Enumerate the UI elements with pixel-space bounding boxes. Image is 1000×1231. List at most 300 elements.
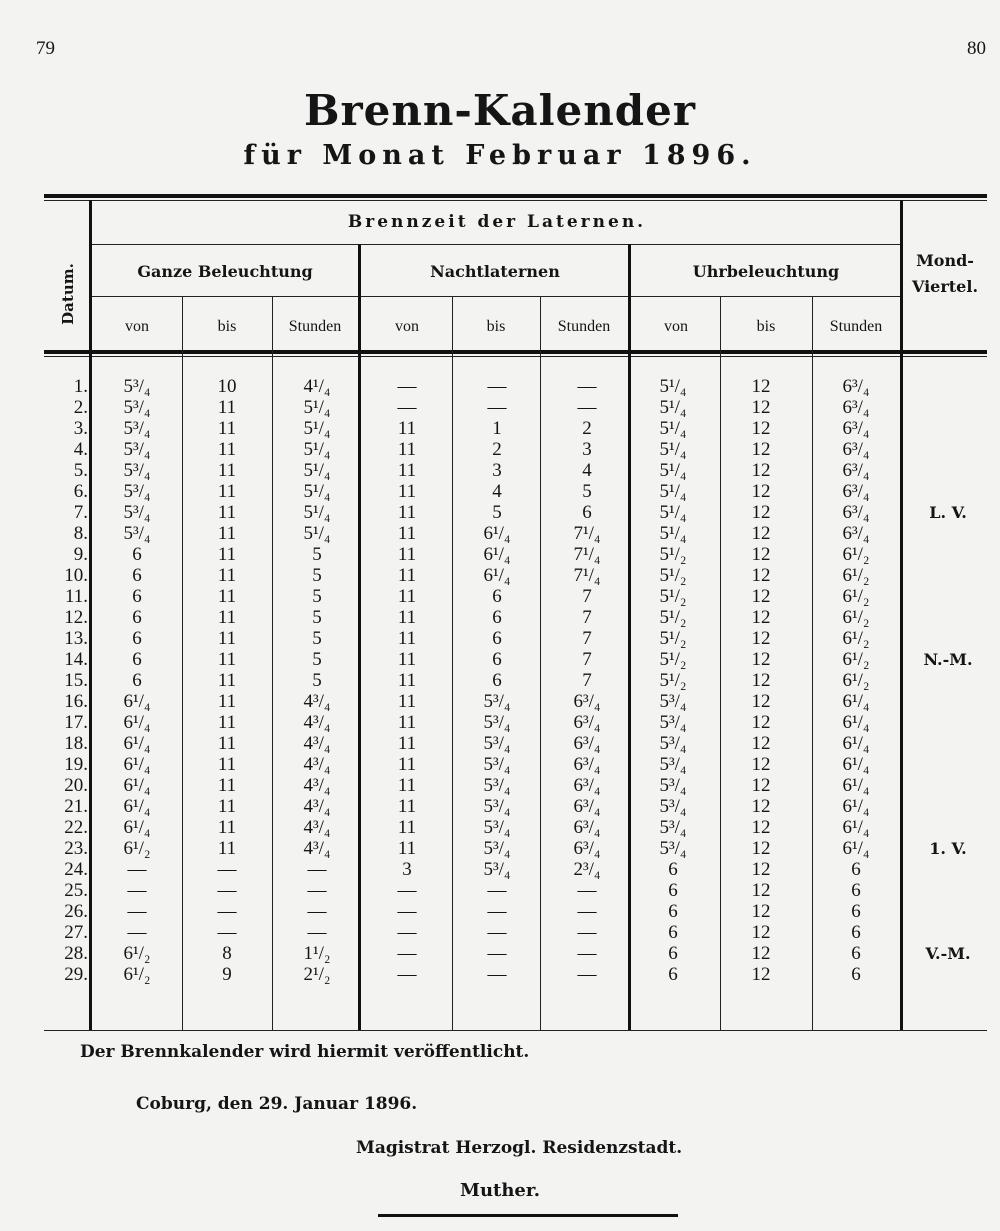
table-row [36,754,986,775]
ganze-von-cell: 6¹/₄ [123,691,151,712]
subheader-von: von [125,318,149,335]
table-top-rule [44,194,987,198]
uhr-von-cell: 6 [668,964,678,985]
table-row [36,586,986,607]
nacht-von-cell: 11 [397,565,417,586]
nacht-stunden-cell: 3 [582,439,592,460]
date-cell: 19. [64,754,88,775]
ganze-stunden-cell: 4³/₄ [303,712,331,733]
uhr-bis-cell: 12 [751,691,771,712]
nacht-stunden-cell: 6³/₄ [573,691,601,712]
nacht-stunden-cell: 7¹/₄ [573,523,601,544]
table-row [36,649,986,670]
uhr-stunden-cell: 6³/₄ [842,418,870,439]
uhr-stunden-cell: 6¹/₂ [842,649,870,670]
table-row [36,922,986,943]
uhr-bis-cell: 12 [751,418,771,439]
ganze-von-cell: 6¹/₂ [123,964,151,985]
ganze-stunden-cell: 4³/₄ [303,817,331,838]
ganze-bis-cell: 11 [217,523,237,544]
uhr-bis-cell: 12 [751,523,771,544]
nacht-von-cell: 11 [397,796,417,817]
ganze-stunden-cell: 5¹/₄ [303,397,331,418]
nacht-stunden-cell: — [577,964,597,985]
ganze-stunden-cell: 1¹/₂ [303,943,331,964]
ganze-stunden-cell: 5 [312,607,322,628]
table-row [36,775,986,796]
nacht-von-cell: 11 [397,586,417,607]
uhr-stunden-cell: 6¹/₂ [842,544,870,565]
date-cell: 15. [64,670,88,691]
nacht-von-cell: 11 [397,712,417,733]
ganze-bis-cell: — [217,922,237,943]
nacht-stunden-cell: 2 [582,418,592,439]
table-row [36,502,986,523]
nacht-stunden-cell: 6³/₄ [573,775,601,796]
ganze-stunden-cell: 5 [312,565,322,586]
uhr-von-cell: 5³/₄ [659,775,687,796]
date-cell: 26. [64,901,88,922]
uhr-bis-cell: 12 [751,943,771,964]
date-cell: 24. [64,859,88,880]
ganze-stunden-cell: — [307,880,327,901]
nacht-von-cell: 11 [397,502,417,523]
ganze-von-cell: 6 [132,544,142,565]
nacht-bis-cell: 6¹/₄ [483,544,511,565]
ganze-stunden-cell: — [307,922,327,943]
date-cell: 28. [64,943,88,964]
nacht-von-cell: — [397,880,417,901]
table-row [36,607,986,628]
date-cell: 1. [73,376,88,397]
header-bottom-rule-thin [44,356,987,357]
uhr-bis-cell: 12 [751,565,771,586]
ganze-bis-cell: 11 [217,670,237,691]
brennzeit-header: Brennzeit der Laternen. [347,212,647,232]
ganze-bis-cell: 11 [217,439,237,460]
uhr-bis-cell: 12 [751,964,771,985]
nacht-stunden-cell: 6³/₄ [573,817,601,838]
table-row [36,397,986,418]
table-row [36,964,986,985]
uhr-bis-cell: 12 [751,901,771,922]
uhr-stunden-cell: 6 [851,964,861,985]
uhr-stunden-cell: 6 [851,859,861,880]
issuing-authority: Magistrat Herzogl. Residenzstadt. [356,1138,683,1158]
nacht-bis-cell: 5³/₄ [483,733,511,754]
uhr-bis-cell: 12 [751,880,771,901]
datum-header: Datum. [59,263,77,325]
uhr-stunden-cell: 6³/₄ [842,439,870,460]
ganze-bis-cell: — [217,880,237,901]
uhr-von-cell: 5³/₄ [659,838,687,859]
ganze-bis-cell: 8 [222,943,232,964]
nacht-von-cell: 11 [397,544,417,565]
table-row [36,376,986,397]
nacht-stunden-cell: — [577,922,597,943]
uhr-bis-cell: 12 [751,649,771,670]
ganze-von-cell: 6¹/₄ [123,712,151,733]
nacht-bis-cell: 5³/₄ [483,754,511,775]
uhr-stunden-cell: 6 [851,922,861,943]
uhr-von-cell: 5¹/₄ [659,439,687,460]
nacht-stunden-cell: 7 [582,628,592,649]
ganze-von-cell: 5³/₄ [123,376,151,397]
uhr-von-cell: 5¹/₂ [659,670,687,691]
nachtlaternen-header: Nachtlaternen [430,262,560,281]
ganze-beleuchtung-header: Ganze Beleuchtung [137,262,313,281]
ganze-stunden-cell: 4³/₄ [303,775,331,796]
uhr-von-cell: 5¹/₂ [659,607,687,628]
table-row [36,628,986,649]
date-cell: 20. [64,775,88,796]
nacht-bis-cell: 5³/₄ [483,691,511,712]
date-cell: 8. [73,523,88,544]
uhr-von-cell: 5¹/₄ [659,397,687,418]
nacht-bis-cell: — [487,880,507,901]
table-row [36,565,986,586]
ganze-bis-cell: 11 [217,796,237,817]
uhr-von-cell: 5¹/₂ [659,586,687,607]
ganze-von-cell: 6¹/₄ [123,817,151,838]
uhr-stunden-cell: 6³/₄ [842,376,870,397]
date-cell: 27. [64,922,88,943]
ganze-von-cell: 5³/₄ [123,502,151,523]
nacht-stunden-cell: 6³/₄ [573,733,601,754]
ganze-bis-cell: 11 [217,712,237,733]
ganze-stunden-cell: 5¹/₄ [303,502,331,523]
nacht-von-cell: 11 [397,460,417,481]
ganze-von-cell: 6 [132,670,142,691]
subheader-bis: bis [756,318,776,335]
header-bottom-rule [44,350,987,354]
place-date: Coburg, den 29. Januar 1896. [136,1094,418,1114]
uhr-bis-cell: 12 [751,481,771,502]
ganze-stunden-cell: 5 [312,586,322,607]
nacht-stunden-cell: 6³/₄ [573,754,601,775]
uhr-bis-cell: 12 [751,922,771,943]
subheader-von: von [664,318,688,335]
ganze-bis-cell: 11 [217,544,237,565]
nacht-von-cell: 11 [397,691,417,712]
nacht-stunden-cell: 6 [582,502,592,523]
ganze-bis-cell: 11 [217,775,237,796]
table-row [36,859,986,880]
uhr-von-cell: 5¹/₄ [659,376,687,397]
uhr-bis-cell: 12 [751,607,771,628]
mondviertel-cell: L. V. [929,503,967,522]
table-row [36,460,986,481]
nacht-von-cell: 11 [397,838,417,859]
nacht-stunden-cell: 2³/₄ [573,859,601,880]
uhrbeleuchtung-header: Uhrbeleuchtung [692,262,840,281]
uhr-bis-cell: 12 [751,502,771,523]
date-cell: 4. [73,439,88,460]
table-row [36,439,986,460]
uhr-stunden-cell: 6³/₄ [842,502,870,523]
ganze-stunden-cell: 2¹/₂ [303,964,331,985]
page-number-right: 80 [967,38,986,59]
uhr-stunden-cell: 6¹/₄ [842,691,870,712]
ganze-von-cell: 6 [132,565,142,586]
subheader-stunden: Stunden [557,318,611,335]
nacht-von-cell: 11 [397,418,417,439]
date-cell: 12. [64,607,88,628]
nacht-von-cell: — [397,397,417,418]
ganze-stunden-cell: 4³/₄ [303,796,331,817]
ganze-stunden-cell: — [307,859,327,880]
ganze-von-cell: 6¹/₄ [123,754,151,775]
uhr-bis-cell: 12 [751,439,771,460]
mondviertel-header: Mond-Viertel. [911,251,979,296]
nacht-bis-cell: 4 [492,481,502,502]
ganze-von-cell: 6¹/₄ [123,796,151,817]
ganze-bis-cell: 11 [217,754,237,775]
date-cell: 14. [64,649,88,670]
ganze-von-cell: 6¹/₄ [123,775,151,796]
ganze-bis-cell: 11 [217,418,237,439]
header-divider [92,244,902,245]
uhr-bis-cell: 12 [751,712,771,733]
uhr-stunden-cell: 6¹/₄ [842,754,870,775]
nacht-bis-cell: — [487,901,507,922]
ganze-bis-cell: 11 [217,481,237,502]
uhr-von-cell: 5¹/₄ [659,502,687,523]
nacht-bis-cell: 6 [492,670,502,691]
ganze-bis-cell: 11 [217,565,237,586]
uhr-stunden-cell: 6¹/₄ [842,775,870,796]
ganze-bis-cell: 11 [217,649,237,670]
nacht-stunden-cell: — [577,397,597,418]
nacht-bis-cell: 1 [492,418,502,439]
table-bottom-rule [44,1030,987,1031]
uhr-von-cell: 5³/₄ [659,817,687,838]
nacht-bis-cell: 2 [492,439,502,460]
ganze-von-cell: 6¹/₂ [123,943,151,964]
uhr-stunden-cell: 6³/₄ [842,397,870,418]
ganze-bis-cell: 11 [217,733,237,754]
nacht-bis-cell: 6¹/₄ [483,565,511,586]
nacht-von-cell: 11 [397,607,417,628]
ganze-stunden-cell: — [307,901,327,922]
mondviertel-cell: N.-M. [923,650,973,669]
nacht-von-cell: — [397,901,417,922]
uhr-von-cell: 6 [668,922,678,943]
table-row [36,796,986,817]
date-cell: 18. [64,733,88,754]
ganze-bis-cell: 11 [217,628,237,649]
uhr-von-cell: 5¹/₂ [659,649,687,670]
ganze-von-cell: — [127,859,147,880]
nacht-von-cell: — [397,922,417,943]
uhr-stunden-cell: 6 [851,880,861,901]
ganze-von-cell: 5³/₄ [123,418,151,439]
nacht-von-cell: 11 [397,817,417,838]
date-cell: 10. [64,565,88,586]
uhr-von-cell: 5³/₄ [659,733,687,754]
uhr-bis-cell: 12 [751,859,771,880]
nacht-stunden-cell: — [577,376,597,397]
uhr-stunden-cell: 6¹/₄ [842,712,870,733]
uhr-von-cell: 5¹/₂ [659,565,687,586]
uhr-bis-cell: 12 [751,754,771,775]
bottom-rule [378,1214,678,1217]
nacht-von-cell: 11 [397,754,417,775]
nacht-bis-cell: — [487,397,507,418]
nacht-von-cell: 11 [397,649,417,670]
table-row [36,943,986,964]
table-row [36,880,986,901]
uhr-stunden-cell: 6³/₄ [842,523,870,544]
ganze-stunden-cell: 4³/₄ [303,754,331,775]
uhr-stunden-cell: 6¹/₄ [842,817,870,838]
nacht-stunden-cell: 7 [582,607,592,628]
ganze-bis-cell: 10 [217,376,237,397]
table-row [36,418,986,439]
date-cell: 2. [73,397,88,418]
ganze-bis-cell: 11 [217,607,237,628]
ganze-bis-cell: 11 [217,691,237,712]
date-cell: 11. [64,586,88,607]
nacht-stunden-cell: 5 [582,481,592,502]
ganze-stunden-cell: 5 [312,628,322,649]
uhr-von-cell: 5¹/₄ [659,481,687,502]
nacht-stunden-cell: — [577,901,597,922]
ganze-von-cell: 5³/₄ [123,523,151,544]
ganze-von-cell: 5³/₄ [123,460,151,481]
date-cell: 22. [64,817,88,838]
uhr-bis-cell: 12 [751,796,771,817]
nacht-bis-cell: 5³/₄ [483,775,511,796]
uhr-von-cell: 5¹/₂ [659,544,687,565]
ganze-stunden-cell: 4¹/₄ [303,376,331,397]
nacht-stunden-cell: — [577,943,597,964]
page-title: Brenn-Kalender [304,86,696,135]
ganze-von-cell: 6 [132,649,142,670]
nacht-bis-cell: 6 [492,628,502,649]
nacht-bis-cell: — [487,376,507,397]
page-subtitle: für Monat Februar 1896. [243,140,757,171]
uhr-von-cell: 5³/₄ [659,796,687,817]
ganze-stunden-cell: 5 [312,670,322,691]
group-divider [92,296,902,297]
ganze-von-cell: 5³/₄ [123,439,151,460]
ganze-von-cell: 6¹/₂ [123,838,151,859]
uhr-von-cell: 5³/₄ [659,691,687,712]
nacht-bis-cell: 6 [492,586,502,607]
table-row [36,670,986,691]
table-row [36,481,986,502]
date-cell: 9. [73,544,88,565]
nacht-bis-cell: — [487,922,507,943]
ganze-stunden-cell: 4³/₄ [303,691,331,712]
date-cell: 16. [64,691,88,712]
ganze-von-cell: 5³/₄ [123,397,151,418]
date-cell: 5. [73,460,88,481]
nacht-bis-cell: 5³/₄ [483,712,511,733]
nacht-bis-cell: 5³/₄ [483,817,511,838]
nacht-von-cell: 11 [397,775,417,796]
nacht-bis-cell: 6 [492,649,502,670]
nacht-bis-cell: 5³/₄ [483,859,511,880]
date-cell: 25. [64,880,88,901]
uhr-von-cell: 6 [668,901,678,922]
date-cell: 3. [73,418,88,439]
date-cell: 13. [64,628,88,649]
uhr-von-cell: 6 [668,943,678,964]
uhr-stunden-cell: 6¹/₂ [842,607,870,628]
nacht-stunden-cell: 7¹/₄ [573,544,601,565]
uhr-bis-cell: 12 [751,628,771,649]
ganze-stunden-cell: 4³/₄ [303,733,331,754]
uhr-von-cell: 6 [668,880,678,901]
table-row [36,838,986,859]
uhr-stunden-cell: 6¹/₂ [842,565,870,586]
nacht-bis-cell: 5³/₄ [483,796,511,817]
uhr-stunden-cell: 6¹/₄ [842,838,870,859]
uhr-stunden-cell: 6¹/₂ [842,628,870,649]
ganze-stunden-cell: 5¹/₄ [303,439,331,460]
date-cell: 6. [73,481,88,502]
table-row [36,544,986,565]
nacht-von-cell: 11 [397,670,417,691]
nacht-stunden-cell: 7¹/₄ [573,565,601,586]
nacht-bis-cell: 5 [492,502,502,523]
ganze-bis-cell: 11 [217,838,237,859]
page-number-left: 79 [36,38,55,59]
ganze-von-cell: 6 [132,586,142,607]
uhr-von-cell: 5³/₄ [659,712,687,733]
nacht-bis-cell: 6¹/₄ [483,523,511,544]
uhr-von-cell: 6 [668,859,678,880]
ganze-von-cell: 6¹/₄ [123,733,151,754]
uhr-stunden-cell: 6¹/₄ [842,733,870,754]
uhr-von-cell: 5¹/₄ [659,460,687,481]
nacht-bis-cell: 5³/₄ [483,838,511,859]
subheader-stunden: Stunden [288,318,342,335]
table-row [36,691,986,712]
nacht-stunden-cell: 6³/₄ [573,712,601,733]
ganze-bis-cell: 11 [217,502,237,523]
uhr-bis-cell: 12 [751,775,771,796]
nacht-von-cell: — [397,964,417,985]
uhr-bis-cell: 12 [751,460,771,481]
table-row [36,817,986,838]
subheader-stunden: Stunden [829,318,883,335]
table-row [36,523,986,544]
ganze-stunden-cell: 5¹/₄ [303,418,331,439]
ganze-bis-cell: 9 [222,964,232,985]
ganze-stunden-cell: 5¹/₄ [303,481,331,502]
ganze-von-cell: — [127,922,147,943]
uhr-stunden-cell: 6³/₄ [842,460,870,481]
uhr-von-cell: 5¹/₄ [659,523,687,544]
ganze-stunden-cell: 5¹/₄ [303,460,331,481]
nacht-stunden-cell: 6³/₄ [573,796,601,817]
uhr-bis-cell: 12 [751,733,771,754]
uhr-bis-cell: 12 [751,376,771,397]
uhr-bis-cell: 12 [751,838,771,859]
ganze-bis-cell: — [217,859,237,880]
mondviertel-cell: 1. V. [929,839,967,858]
nacht-bis-cell: 3 [492,460,502,481]
nacht-stunden-cell: — [577,880,597,901]
table-row [36,901,986,922]
nacht-bis-cell: — [487,964,507,985]
uhr-stunden-cell: 6 [851,943,861,964]
uhr-bis-cell: 12 [751,817,771,838]
uhr-bis-cell: 12 [751,397,771,418]
